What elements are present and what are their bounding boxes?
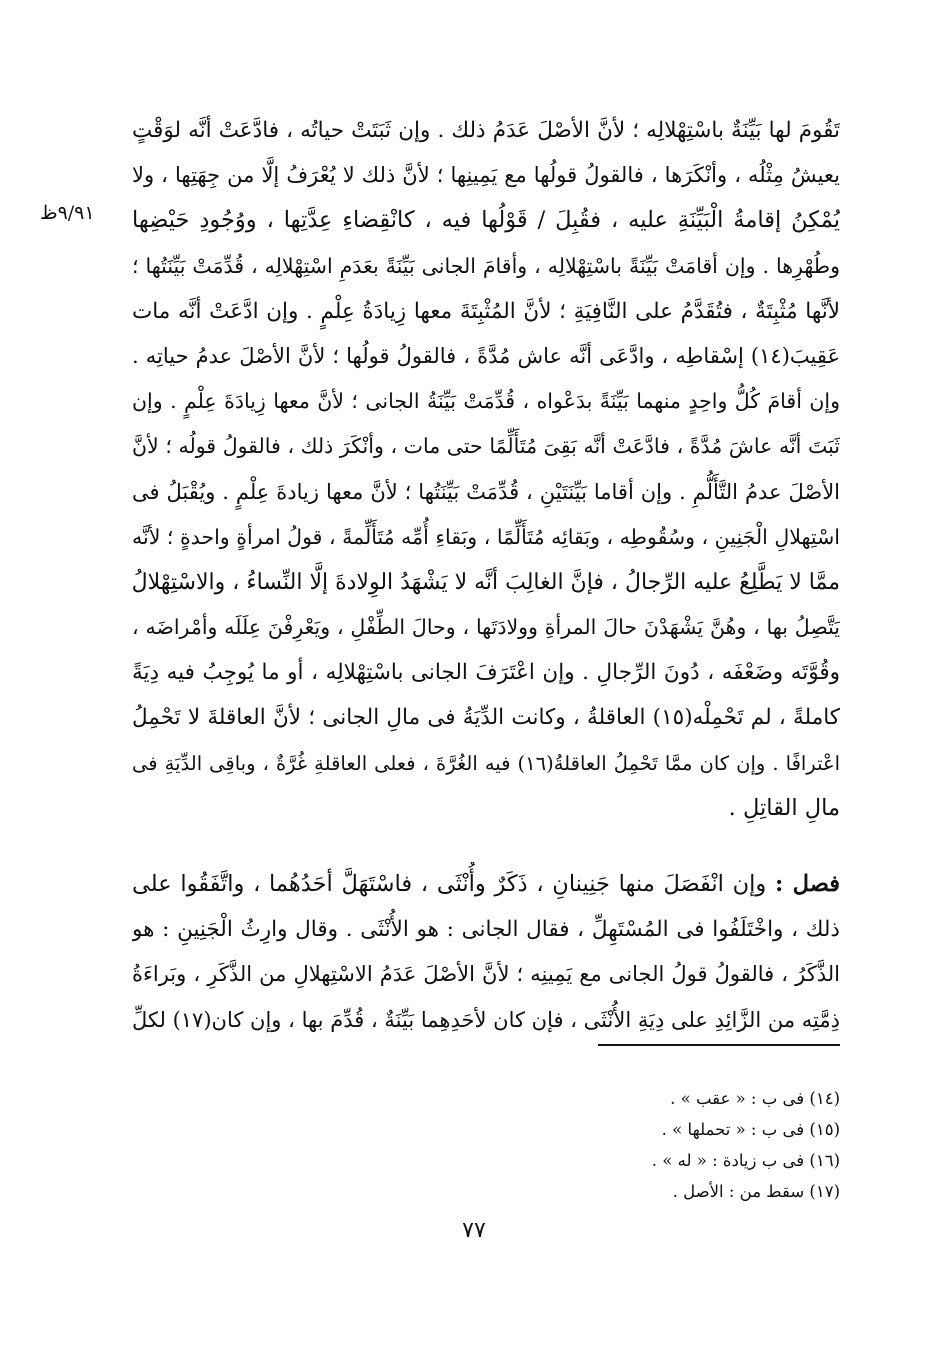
text-line: يُمْكِنُ إقامةُ الْبَيِّنَةِ عليه ، فقُبِلَ / قَوْلُها فيه ، كانْقِضاءِ عِدَّتِها ، ووُجُودِ حَيْضِها [132, 207, 840, 234]
text-line: وإن أقامَ كُلُّ واحِدٍ منهما بَيِّنَةً بدَعْواه ، قُدِّمَتْ بَيِّنَةُ الجانى ؛ لأنَّ معها زِيادَةَ عِلْمٍ . وإن [132, 389, 840, 414]
text-line: عَقِيبَ(١٤) إسْقاطِه ، وادَّعَى أنَّه عاش مُدَّةً ، فالقولُ قولُها ؛ لأنَّ الأصْلَ عدمُ حياتِه . [132, 343, 840, 368]
footnotes [400, 1083, 840, 1207]
text-line: ثَبَتَ أنَّه عاشَ مُدَّةً ، فادَّعَتْ أنَّه بَقِىَ مُتَأَلِّمًا حتى مات ، وأنْكَرَ ذلك ، فالقولُ قولُه ؛ لأنَّ [132, 434, 840, 459]
text-line: وقُوَّتَه وضَعْفَه ، دُونَ الرِّجالِ . وإن اعْتَرَفَ الجانى باسْتِهْلالِه ، أو ما يُوجِبُ فيه دِيَةً [132, 660, 840, 686]
text-line: ذلك ، واخْتَلَفُوا فى المُسْتَهِلِّ ، فقال الجانى : هو الأُنْثَى . وقال وارِثُ الْجَنِينِ : هو [132, 917, 840, 943]
text-line: كاملةً ، لم تَحْمِلْه(١٥) العاقلةُ ، وكانت الدِّيَةُ فى مالِ الجانى ؛ لأنَّ العاقلةَ لا تَحْمِلُ [132, 705, 840, 731]
text-line: الأصْلَ عدمُ التَّأَلُّمِ . وإن أقاما بَيِّنَتَيْنِ ، قُدِّمَتْ بَيِّنَتُها ؛ لأنَّ معها زيادةَ عِلْمٍ . ويُقْبَلُ فى [132, 479, 840, 504]
page-number: ٧٧ [462, 1218, 486, 1243]
paragraph-gap [132, 831, 840, 862]
text-line: يَتَّصِلُ بها ، وهُنَّ يَشْهَدْنَ حالَ المرأةِ وولادَتَها ، وحالَ الطِّفْلِ ، ويَعْرِفْنَ عِلَلَه وأمْراضَه ، [132, 615, 840, 640]
text-line: اسْتِهلالِ الْجَنِينِ ، وسُقُوطِه ، وبَقائِه مُتَأَلِّمًا ، وبَقاءِ أُمِّه مُتَأَلِّمةً ، قولُ امرأةٍ واحدةٍ ؛ لأنَّه [132, 524, 840, 549]
footnote-17: (١٧) سقط من : الأصل . [672, 1182, 840, 1201]
text-line: اعْترافًا . وإن كان ممَّا تَحْمِلُ العاقلةُ(١٦) فيه الغُرَّةَ ، فعلى العاقلةِ غُرَّةٌ ، وباقِى الدِّيَةِ فى [132, 751, 840, 775]
text-line: لأنَّها مُثْبِتَةٌ ، فتُقَدَّمُ على النَّافِيَةِ ؛ لأنَّ المُثْبِتَةَ معها زِيادَةُ عِلْمٍ . وإن ادَّعَتْ أنَّه مات [132, 298, 840, 324]
text-line: وطُهْرِها . وإن أقامَتْ بَيِّنَةً باسْتِهْلالِه ، وأقامَ الجانى بَيِّنَةً بعَدَمِ اسْتِهْلالِه ، قُدِّمَتْ بَيِّنَتُها ؛ [132, 253, 840, 278]
footnote-16: (١٦) فى ب زيادة : « له » . [651, 1151, 840, 1170]
paragraph-1 [132, 108, 840, 831]
text-line-first [132, 862, 840, 907]
footnote-separator [598, 1044, 840, 1046]
footnote-15: (١٥) فى ب : « تحملها » . [661, 1120, 840, 1139]
paragraph-2 [132, 862, 840, 1043]
section-label-fasl: فصل : [774, 871, 840, 897]
footnote-14: (١٤) فى ب : « عقب » . [670, 1089, 840, 1108]
margin-folio-note: ٩/٩١ظ [40, 202, 95, 224]
text-line-content: وإن انْفَصَلَ منها جَنِينانِ ، ذَكَرٌ وأُنْثَى ، فاسْتَهَلَّ أحَدُهُما ، واتَّفَقُوا على [132, 871, 767, 897]
main-text [132, 108, 840, 1043]
text-line: الذَّكَرُ ، فالقولُ قولُ الجانى مع يَمِينِه ؛ لأنَّ الأصْلَ عَدَمُ الاسْتِهلالِ من الذَّكَرِ ، وبَراءَةُ [132, 962, 840, 987]
text-line: تَقُومَ لها بَيِّنَةٌ باسْتِهْلالِه ؛ لأنَّ الأصْلَ عَدَمُ ذلك . وإن ثَبَتَتْ حياتُه ، فادَّعَتْ أنَّه لوَقْتٍ [132, 118, 840, 143]
text-line: ممَّا لا يَطَّلِعُ عليه الرِّجالُ ، فإنَّ الغالِبَ أنَّه لا يَشْهَدُ الوِلادةَ إلَّا النِّساءُ ، والاسْتِهْلالُ [132, 569, 840, 595]
text-line: يعيشُ مِثْلُه ، وأنْكَرَها ، فالقولُ قولُها مع يَمِينِها ؛ لأنَّ ذلك لا يُعْرَفُ إلَّا من جِهَتِها ، ولا [132, 163, 840, 188]
text-line: مالِ القاتِلِ . [728, 794, 840, 821]
text-line: ذِمَّتِه من الزَّائِدِ على دِيَةِ الأُنْثَى ، فإن كان لأحَدِهِما بَيِّنَةٌ ، قُدِّمَ بها ، وإن كان(١٧) لكلِّ [132, 1007, 840, 1032]
